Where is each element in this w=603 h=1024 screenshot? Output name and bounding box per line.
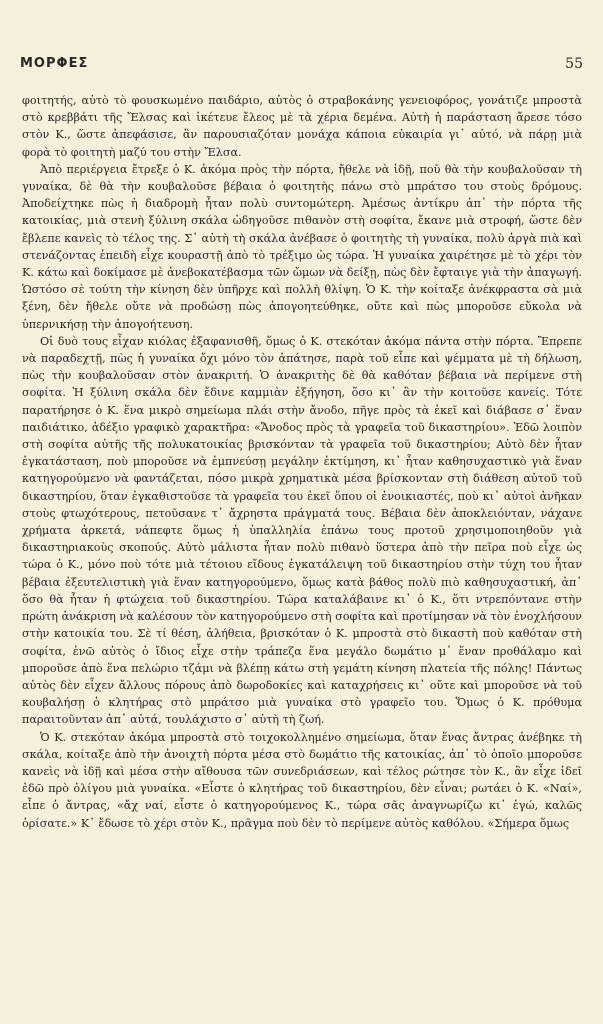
paragraph-1: φοιτητής, αὐτὸ τὸ φουσκωμένο παιδάριο, αὐτὸς ὁ στραβοκάνης γενειοφόρος, γονάτιζε μπροστὰ στὸ κρεββάτι τῆς Ἔλσας καὶ ἱκέτευε ἔλεος μὲ τὰ χέρια δεμένα. Αὐτὴ ἡ παράσταση ἄρεσε τόσο στὸν Κ., ὥστε ἀπεφάσισε, ἂν παρουσιαζόταν μονάχα κάποια εὐκαιρία γι᾿ αὐτό, νὰ πάρῃ μιὰ φορὰ τὸ φοιτητὴ μαζύ του στὴν Ἔλσα. xyxy=(22,94,582,159)
paragraph-3: Οἱ δυὸ τους εἶχαν κιόλας ἐξαφανισθῆ, ὅμως ὁ Κ. στεκόταν ἀκόμα πάντα στὴν πόρτα. Ἔπρεπε νὰ παραδεχτῇ, πὼς ἡ γυναίκα ὄχι μόνο τὸν ἀπάτησε, παρὰ τοῦ εἶπε καὶ ψέμματα μὲ τὴ δήλωση, πὼς τὴν κουβαλοῦσαν στὸν ἀνακριτή. Ὁ ἀνακριτὴς δὲ θὰ καθόταν βέβαια νὰ περίμενε στὴ σοφίτα. Ἡ ξύλινη σκάλα δὲν ἔδινε καμμιὰν ἐξήγηση, ὅσο κι᾿ ἂν τὴν κοιτοῦσε κανείς. Τότε παρατήρησε ὁ Κ. ἕνα μικρὸ σημείωμα πλάι στὴν ἄνοδο, πῆγε πρὸς τὰ ἐκεῖ καὶ διάβασε σ᾿ ἕναν παιδιάτικο, ἀδέξιο γραφικὸ χαρακτῆρα: «Ἄνοδος πρὸς τὰ γραφεῖα τοῦ δικαστηρίου». Ἐδῶ λοιπὸν στὴ σοφίτα αὐτῆς τῆς πολυκατοικίας βρισκόνταν τὰ γραφεῖα τοῦ δικαστηρίου; Αὐτὸ δὲν ἦταν ἐγκατάσταση, ποὺ μποροῦσε νὰ ἐμπνεύσῃ μεγάλην ἐκτίμηση, κι᾿ ἦταν καθησυχαστικὸ γιὰ ἕναν κατηγορούμενο νὰ φαντάζεται, πόσο μικρὰ χρηματικὰ μέσα βρίσκονταν στὴ διάθεση αὐτοῦ τοῦ δικαστηρίου, ὅταν ἐγκαθιστοῦσε τὰ γραφεῖα του ἐκεῖ ὅπου οἱ ἐνοικιαστές, ποὺ κι᾿ αὐτοὶ ἀνῆκαν στοὺς φτωχότερους, πετοῦσανε τ᾿ ἄχρηστα πράγματά τους. Βέβαια δὲν ἀποκλειόνταν, νάχανε χρήματα ἀρκετά, νάπεφτε ὅμως ἡ ὑπαλληλία ἐπάνω τους προτοῦ χρησιμοποιηθοῦν γιὰ δικαστηριακοὺς σκοπούς. Αὐτὸ μάλιστα ἦταν πολὺ πιθανὸ ὕστερα ἀπὸ τὴν πεῖρα ποὺ εἶχε ὡς τώρα ὁ Κ., μόνο ποὺ τότε μιὰ τέτοιου εἴδους ἐγκατάλειψη τοῦ δικαστηρίου στὴν τύχη του ἦταν βέβαια ἐξευτελιστικὴ γιὰ ἕναν κατηγορούμενο, ὅμως κατὰ βάθος πολὺ πιὸ καθησυχαστική, ἀπ᾿ ὅσο θὰ ἦταν ἡ φτώχεια τοῦ δικαστηρίου. Τώρα καταλάβαινε κι᾿ ὁ Κ., ὅτι ντρεπόντανε στὴν πρώτη ἀνάκριση νὰ καλέσουν τὸν κατηγορούμενο στὴ σοφίτα καὶ προτίμησαν νὰ τὸν ἐνοχλήσουν στὴν κατοικία του. Σὲ τί θέση, ἀλήθεια, βρισκόταν ὁ Κ. μπροστὰ στὸ δικαστὴ ποὺ καθόταν στὴ σοφίτα, ἐνῶ αὐτὸς ὁ ἴδιος εἶχε στὴν τράπεζα ἕνα μεγάλο δωμάτιο μ᾿ ἕναν προθάλαμο καὶ μποροῦσε ἀπὸ ἕνα πελώριο τζάμι νὰ βλέπῃ κάτω στὴ γεμάτη κίνηση πλατεία τῆς πόλης! Πάντως αὐτὸς δὲν εἶχεν ἄλλους πόρους ἀπὸ δωροδοκίες καὶ καταχρήσεις κι᾿ οὔτε καὶ μποροῦσε νὰ τοῦ κουβαλήσῃ ὁ κλητήρας στὸ μπράτσο μιὰ γυναίκα στὸ γραφεῖο του. Ὅμως ὁ Κ. πρόθυμα παραιτοῦνταν ἀπ᾿ αὐτά, τουλάχιστο σ᾿ αὐτὴ τὴ ζωή. xyxy=(22,334,582,727)
running-head: ΜΟΡΦΕΣ xyxy=(20,56,89,71)
page-header xyxy=(20,56,583,76)
body-text xyxy=(22,92,582,832)
paragraph-4: Ὁ Κ. στεκόταν ἀκόμα μπροστὰ στὸ τοιχοκολλημένο σημείωμα, ὅταν ἕνας ἄντρας ἀνέβηκε τὴ σκάλα, κοίταξε ἀπὸ τὴν ἀνοιχτὴ πόρτα μέσα στὸ δωμάτιο τῆς κατοικίας, ἀπ᾿ τὸ ὁποῖο μποροῦσε κανεὶς νὰ ἰδῇ καὶ μέσα στὴν αἴθουσα τῶν συνεδριάσεων, καὶ τέλος ρώτησε τὸν Κ., ἂν εἶχε ἰδεῖ ἐδῶ πρὸ ὀλίγου μιὰ γυναίκα. «Εἶστε ὁ κλητήρας τοῦ δικαστηρίου, δὲν εἶναι; ρωτάει ὁ Κ. «Ναί», εἶπε ὁ ἄντρας, «ἄχ ναί, εἶστε ὁ κατηγορούμενος Κ., τώρα σᾶς ἀναγνωρίζω κι᾿ ἐγώ, καλῶς ὁρίσατε.» Κ᾿ ἔδωσε τὸ χέρι στὸν Κ., πρᾶγμα ποὺ δὲν τὸ περίμενε αὐτὸς καθόλου. «Σήμερα ὅμως xyxy=(22,730,582,830)
paragraph-2: Ἀπὸ περιέργεια ἔτρεξε ὁ Κ. ἀκόμα πρὸς τὴν πόρτα, ἤθελε νὰ ἰδῇ, ποῦ θὰ τὴν κουβαλοῦσαν τὴ γυναίκα, δὲ θὰ τὴν κουβαλοῦσε βέβαια ὁ φοιτητὴς πάνω στὸ μπράτσο του στοὺς δρόμους. Ἀποδείχτηκε πὼς ἡ διαδρομὴ ἦταν πολὺ συντομώτερη. Ἀμέσως ἀντίκρυ ἀπ᾿ τὴν πόρτα τῆς κατοικίας, μιὰ στενὴ ξύλινη σκάλα ὡδηγοῦσε πιθανὸν στὴ σοφίτα, ἔκανε μιὰ στροφή, ὥστε δὲν ἔβλεπε κανεὶς τὸ τέλος της. Σ᾿ αὐτὴ τὴ σκάλα ἀνέβασε ὁ φοιτητὴς τὴ γυναίκα, πολὺ ἀργὰ πιὰ καὶ στενάζοντας ἐπειδὴ εἶχε κουραστῇ ἀπὸ τὸ τρέξιμο ὡς τώρα. Ἡ γυναίκα χαιρέτησε μὲ τὸ χέρι τὸν Κ. κάτω καὶ δοκίμασε μὲ ἀνεβοκατέβασμα τῶν ὤμων νὰ δείξῃ, πὼς δὲν ἔφταιγε γιὰ τὴν ἀπαγωγή. Ὡστόσο σὲ τούτη τὴν κίνηση δὲν ὑπῆρχε καὶ πολλὴ θλίψη. Ὁ Κ. τὴν κοίταξε ἀνέκφραστα σὰ μιὰ ξένη, δὲν ἤθελε οὔτε νὰ προδώσῃ πὼς ἀπογοητεύθηκε, οὔτε καὶ πὼς μποροῦσε εὔκολα νὰ ὑπερνικήσῃ τὴν ἀπογοήτευση. xyxy=(22,162,582,331)
page-number: 55 xyxy=(565,56,583,72)
